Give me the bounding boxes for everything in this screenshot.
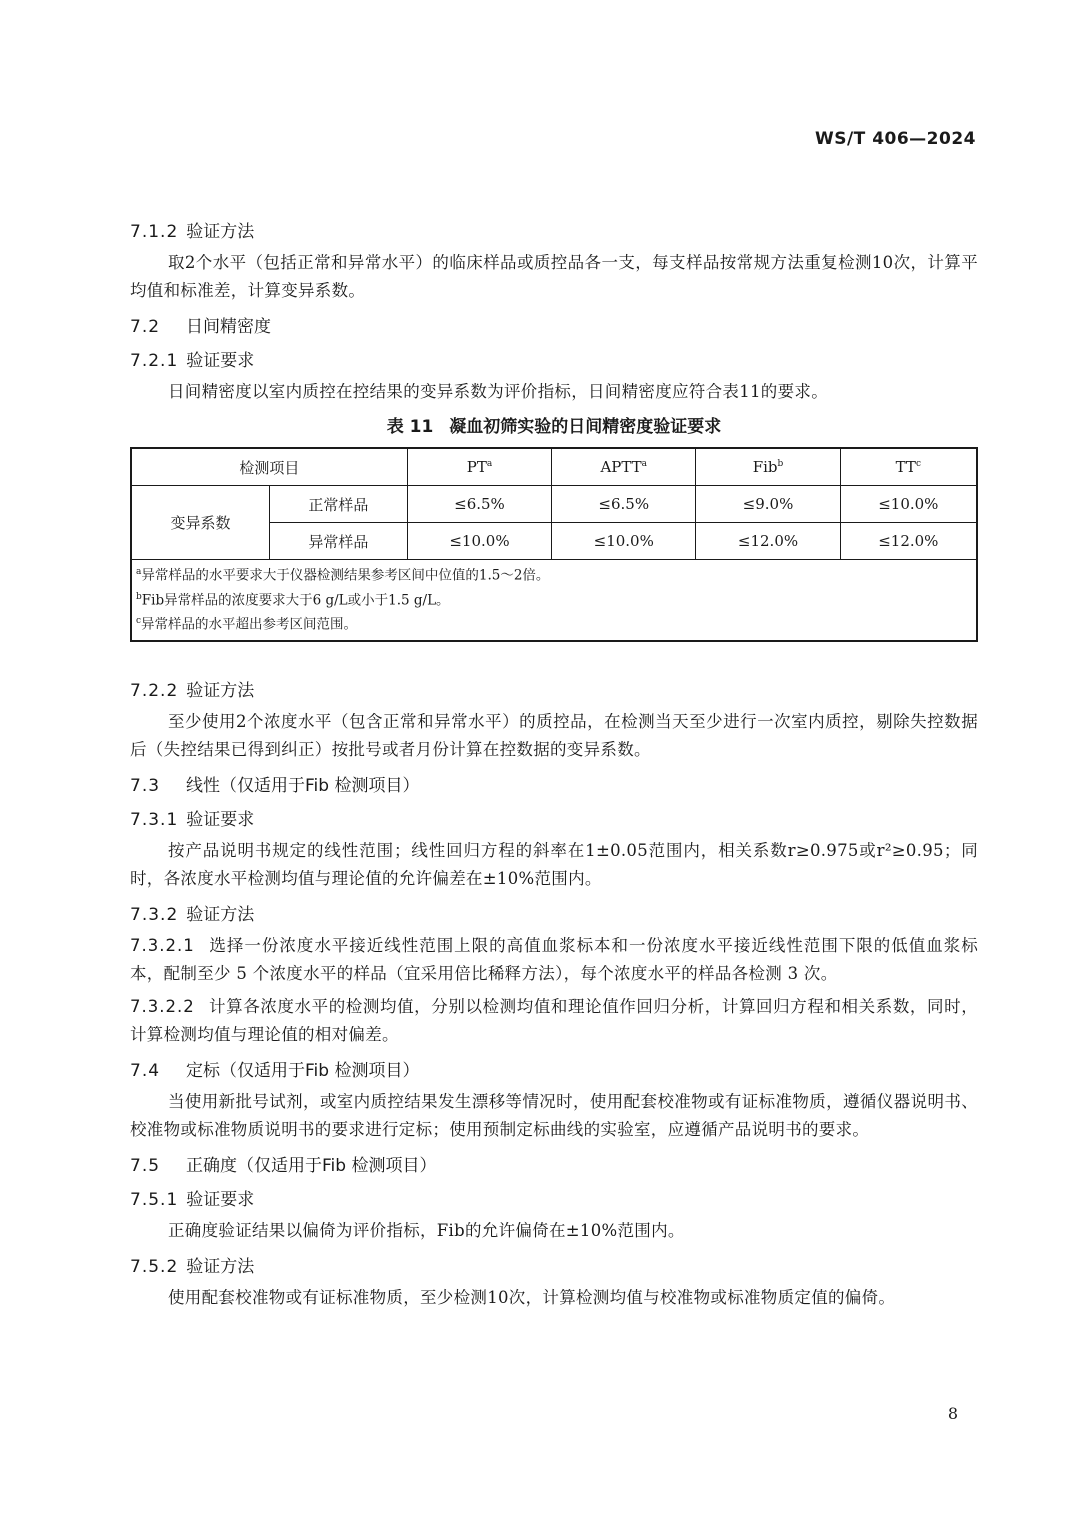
section-title: 正确度（仅适用于Fib 检测项目）	[186, 1155, 437, 1176]
clause-number: 7.3.2.2	[130, 996, 195, 1016]
section-text-7-3-2-1	[130, 932, 978, 988]
section-text-7-2-2: 至少使用2个浓度水平（包含正常和异常水平）的质控品，在检测当天至少进行一次室内质控，剔除失控数据后（失控结果已得到纠正）按批号或者月份计算在控数据的变异系数。	[130, 711, 978, 759]
header-col-pt: $PT^a$	[407, 448, 551, 486]
section-text-7-4: 当使用新批号试剂，或室内质控结果发生漂移等情况时，使用配套校准物或有证标准物质，遵循仪器说明书、校准物或标准物质说明书的要求进行定标；使用预制定标曲线的实验室，应遵循产品说明书的要求。	[130, 1091, 978, 1139]
header-item: 检测项目	[131, 448, 407, 486]
table-cell: ≤10.0%	[407, 523, 551, 560]
section-title: 验证方法	[186, 1256, 255, 1277]
section-heading-7-2	[130, 310, 978, 344]
table-caption-title: 凝血初筛实验的日间精密度验证要求	[449, 417, 722, 437]
table-caption	[130, 411, 978, 443]
table-cell: ≤6.5%	[407, 486, 551, 523]
section-number: 7.4	[130, 1060, 161, 1081]
section-title: 验证要求	[186, 351, 255, 371]
section-text-7-3-2-2	[130, 993, 978, 1049]
clause-text: 选择一份浓度水平接近线性范围上限的高值血浆标本和一份浓度水平接近线性范围下限的低值血浆标本，配制至少 5 个浓度水平的样品（宜采用倍比稀释方法），每个浓度水平的样品各检测 3 次。	[130, 935, 978, 983]
section-heading-7-3	[130, 769, 978, 803]
page-number: 8	[947, 1404, 958, 1423]
table-cell: ≤6.5%	[552, 486, 696, 523]
section-number: 7.5	[130, 1155, 161, 1176]
section-number: 7.3.2	[130, 904, 179, 925]
section-text-7-3-1: 按产品说明书规定的线性范围；线性回归方程的斜率在1±0.05范围内，相关系数r≥0.975或r²≥0.95；同时，各浓度水平检测均值与理论值的允许偏差在±10%范围内。	[130, 840, 978, 888]
header-col-fib: Fib$^b$	[696, 448, 840, 486]
section-heading-7-4	[130, 1054, 978, 1088]
standard-code: WS/T 406—2024	[814, 129, 976, 149]
table-cell: ≤10.0%	[552, 523, 696, 560]
table-header-row	[131, 448, 977, 486]
section-number: 7.1.2	[130, 222, 179, 242]
table-cell: ≤10.0%	[840, 486, 977, 523]
table-cell: ≤12.0%	[840, 523, 977, 560]
table-note-b: $^b$Fib异常样品的浓度要求大于6 g/L或小于1.5 g/L。	[136, 591, 450, 608]
section-number: 7.5.1	[130, 1189, 179, 1210]
section-number: 7.2	[130, 317, 161, 337]
clause-text: 计算各浓度水平的检测均值，分别以检测均值和理论值作回归分析，计算回归方程和相关系数，同时，计算检测均值与理论值的相对偏差。	[130, 996, 978, 1044]
row-label-normal: 正常样品	[269, 486, 407, 523]
section-heading-7-5	[130, 1149, 978, 1183]
section-number: 7.2.1	[130, 351, 179, 371]
section-title: 日间精密度	[186, 317, 271, 337]
header-col-tt: $TT^c$	[840, 448, 977, 486]
section-text-7-5-2: 使用配套校准物或有证标准物质，至少检测10次，计算检测均值与校准物或标准物质定值的偏倚。	[168, 1287, 896, 1307]
section-title: 线性（仅适用于Fib 检测项目）	[186, 775, 420, 796]
section-title: 验证要求	[186, 1189, 255, 1210]
section-heading-7-3-1	[130, 803, 978, 837]
section-heading-7-1-2	[130, 215, 978, 249]
page-content	[130, 215, 978, 1317]
section-number: 7.5.2	[130, 1256, 179, 1277]
section-text-7-2-1: 日间精密度以室内质控在控结果的变异系数为评价指标，日间精密度应符合表11的要求。	[168, 382, 828, 401]
row-group-label: 变异系数	[131, 486, 269, 560]
section-title: 验证方法	[186, 680, 255, 701]
section-title: 验证要求	[186, 809, 255, 830]
section-heading-7-5-1	[130, 1183, 978, 1217]
section-number: 7.3	[130, 775, 161, 796]
table-note-a: $^a$异常样品的水平要求大于仪器检测结果参考区间中位值的1.5～2倍。	[136, 567, 550, 584]
table-caption-number: 表 11	[386, 417, 434, 437]
table-row	[131, 486, 977, 523]
clause-number: 7.3.2.1	[130, 935, 195, 955]
section-title: 定标（仅适用于Fib 检测项目）	[186, 1060, 420, 1081]
table-notes-row	[131, 560, 977, 641]
header-col-aptt: APTT$^a$	[552, 448, 696, 486]
section-text-7-1-2: 取2个水平（包括正常和异常水平）的临床样品或质控品各一支，每支样品按常规方法重复检测10次，计算平均值和标准差，计算变异系数。	[130, 253, 978, 300]
section-title: 验证方法	[186, 904, 255, 925]
section-title: 验证方法	[186, 222, 255, 242]
table-cell: ≤9.0%	[696, 486, 840, 523]
precision-table	[130, 447, 978, 642]
table-note-c: $^c$异常样品的水平超出参考区间范围。	[136, 616, 358, 633]
section-heading-7-3-2	[130, 898, 978, 932]
row-label-abnormal: 异常样品	[269, 523, 407, 560]
table-cell: ≤12.0%	[696, 523, 840, 560]
section-number: 7.3.1	[130, 809, 179, 830]
section-heading-7-5-2	[130, 1250, 978, 1284]
table-notes	[131, 560, 977, 641]
section-heading-7-2-2	[130, 674, 978, 708]
section-heading-7-2-1	[130, 344, 978, 378]
section-text-7-5-1: 正确度验证结果以偏倚为评价指标，Fib的允许偏倚在±10%范围内。	[168, 1220, 685, 1240]
section-number: 7.2.2	[130, 680, 179, 701]
